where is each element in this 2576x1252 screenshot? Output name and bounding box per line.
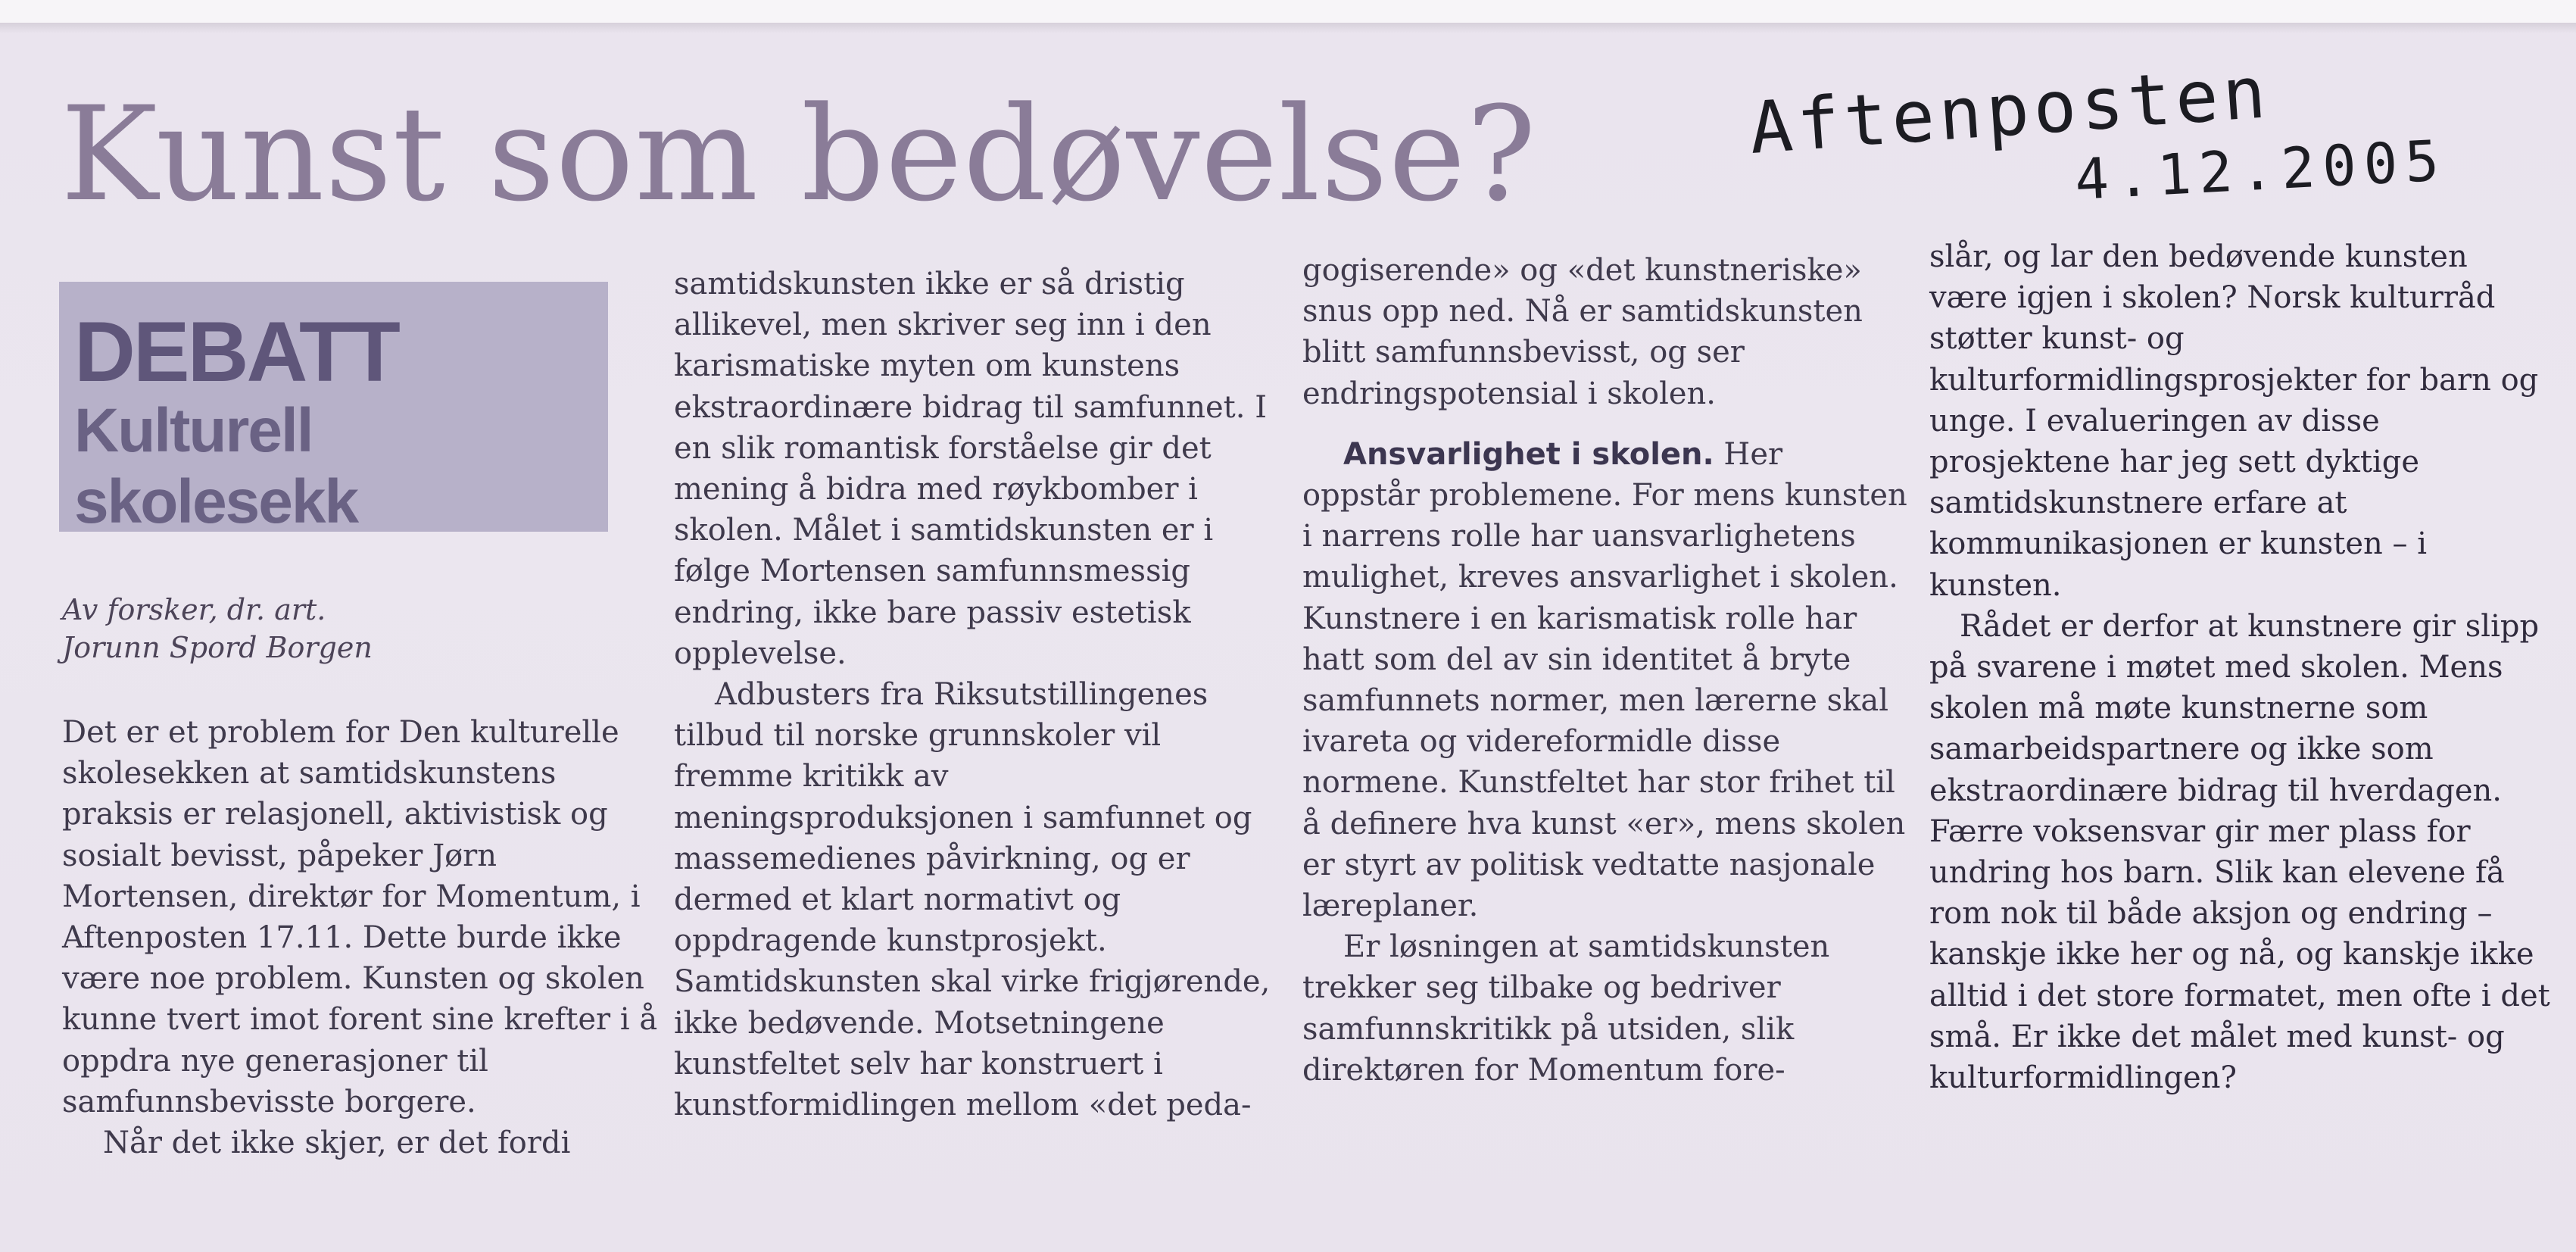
paragraph-text: Her oppstår problemene. For mens kunsten i narrens rolle har uansvarlighetens mulighet, kreves ansvarlighet i skolen. Kunstnere i en karismatisk rolle har hatt som del av sin identitet å bryte samfunnets normer, men lærerne skal ivareta og videreformidle disse normene. Kunstfeltet har stor frihet til å definere hva kunst «er», mens skolen er styrt av politisk vedtatte nasjonale læreplaner.: [1302, 436, 1907, 924]
byline-author: Jorunn Spord Borgen: [62, 631, 373, 664]
section-subtitle: Kulturell skolesekk: [74, 396, 358, 536]
text-column-1: [62, 712, 668, 1163]
byline-title: Av forsker, dr. art.: [62, 593, 326, 626]
subheading: Ansvarlighet i skolen.: [1343, 436, 1714, 472]
newspaper-clipping: [0, 23, 2576, 1252]
section-label-box: [59, 282, 608, 536]
text-column-4: [1929, 236, 2550, 1098]
paragraph: samtidskunsten ikke er så dristig allikevel, men skriver seg inn i den karismatiske myten om kunstens ekstraordinære bidrag til samfunnet. I en slik romantisk forståelse gir det mening å bidra med røykbomber i skolen. Målet i samtidskunsten er i følge Mortensen samfunnsmessig endring, ikke bare passiv estetisk opplevelse.: [674, 267, 1267, 671]
paragraph: gogiserende» og «det kunstneriske» snus opp ned. Nå er samtidskunsten blitt samfunnsbevisst, og ser endringspotensial i skolen.: [1302, 253, 1863, 411]
text-column-2: [674, 264, 1280, 1126]
paragraph: Adbusters fra Riksutstillingenes tilbud til norske grunnskoler vil fremme kritikk av meningsproduksjonen i samfunnet og massemedienes påvirkning, og er dermed et klart normativt og oppdragende kunstprosjekt. Samtidskunsten skal virke frigjørende, ikke bedøvende. Motsetningene kunstfeltet selv har konstruert i kunstformidlingen mellom «det peda-: [674, 677, 1271, 1123]
paragraph: Når det ikke skjer, er det fordi: [103, 1126, 571, 1161]
paragraph: Er løsningen at samtidskunsten trekker seg tilbake og bedriver samfunnskritikk på utsiden, slik direktøren for Momentum fore-: [1302, 929, 1830, 1088]
article-headline: Kunst som bedøvelse?: [61, 78, 1537, 230]
section-title: DEBATT: [74, 304, 398, 399]
handwritten-source-note: Aftenposten: [1747, 52, 2273, 170]
handwritten-date-note: 4.12.2005: [2073, 128, 2448, 213]
paragraph: Rådet er derfor at kunstnere gir slipp på svarene i møtet med skolen. Mens skolen må møte kunstnerne som samarbeidspartnere og ikke som ekstraordinære bidrag til hverdagen. Færre voksensvar gir mer plass for undring hos barn. Slik kan elevene få rom nok til både aksjon og endring – kanskje ikke her og nå, og kanskje ikke alltid i det store formatet, men ofte i det små. Er ikke det målet med kunst- og kulturformidlingen?: [1929, 608, 2550, 1096]
paragraph: Det er et problem for Den kulturelle skolesekken at samtidskunstens praksis er relasjonell, aktivistisk og sosialt bevisst, påpeker Jørn Mortensen, direktør for Momentum, i Aftenposten 17.11. Dette burde ikke være noe problem. Kunsten og skolen kunne tvert imot forent sine krefter i å oppdra nye generasjoner til samfunnsbevisste borgere.: [62, 715, 658, 1119]
paragraph: slår, og lar den bedøvende kunsten være igjen i skolen? Norsk kulturråd støtter kunst- og kulturformidlingsprosjekter for barn og unge. I evalueringen av disse prosjektene har jeg sett dyktige samtidskunstnere erfare at kommunikasjonen er kunsten – i kunsten.: [1929, 239, 2539, 603]
paragraph: [1302, 434, 1908, 926]
text-column-3: [1302, 250, 1908, 1091]
byline: [62, 591, 373, 667]
